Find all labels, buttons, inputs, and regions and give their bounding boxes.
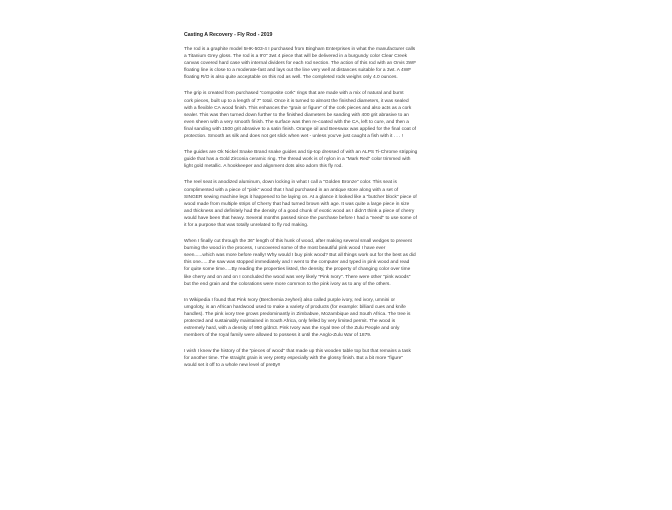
paragraph-line: even sheen with a very smooth finish. The surface was then re-coated with the CA, left to cure, and then a — [184, 119, 409, 125]
paragraph-line: protection. Smooth as silk and does not get slick when wet - unless you've just caught a fish with it . . . ! — [184, 134, 404, 140]
paragraph-line: burning the wood in the process, I uncovered some of the most beautiful pink wood I have ever — [184, 246, 386, 252]
paragraph-line: sealer. This was then turned down further to the finished diameters be sanding with 400 grit abrasive to an — [184, 112, 409, 118]
paragraph-line: this one......the saw was stopped immediately and I went to the computer and typed in pink wood and read — [184, 260, 410, 266]
paragraph-line: members of the royal family were allowed to possess it until the Anglo-Zulu War of 1879. — [184, 333, 372, 339]
paragraph-line: final sanding with 1500 grit abrasive to a satin finish. Orange oil and Beeswax was applied for the final coat of — [184, 126, 416, 132]
paragraph-line: would have been that heavy. Several months passed since the purchase before I had a "need" to use some of — [184, 215, 417, 221]
paragraph — [184, 297, 512, 340]
paragraph-line: In Wikipedia I found that Pink Ivory (Berchemia zeyheri) also called purple ivory, red ivory, umnini or — [184, 297, 395, 303]
paragraph-line: but the end grain and the colorations were more common to the pink ivory as to any of the others. — [184, 281, 391, 287]
paragraph — [184, 179, 512, 229]
paragraph-line: SINGER sewing machine legs it happened to be laying on. At a glance it looked like a "butcher block" piece of — [184, 194, 417, 200]
paragraph-line: protected and sustainably maintained in South Africa, only felled by very limited permit. The wood is — [184, 319, 396, 324]
paragraph-line: floating line is close to a moderate-fast and lays out the line very well at distances suitable for a 3wt. A 4WF — [184, 68, 412, 74]
document-title: Casting A Recovery - Fly Rod - 2019 — [184, 32, 273, 38]
paragraph-line: floating R/O is also quite acceptable on this rod as well. The completed rods weighs only 4.0 ounces. — [184, 75, 398, 81]
paragraph-line: a Titanium Grey gloss. The rod is a 9'0" 3wt 4 piece that will be delivered in a burgundy color Clear Creek — [184, 54, 408, 60]
paragraph-line: handles). The pink ivory tree grows predominantly in Zimbabwe, Mozambique and South Africa. The tree is — [184, 311, 411, 317]
paragraph-line: like cherry and on and on I concluded the wood was very likely "Pink Ivory". There were other "pink woods" — [184, 274, 411, 280]
paragraph-line: complimented with a piece of "pink" wood that I had purchased in an antique store along with a set of — [184, 187, 399, 193]
paragraph — [184, 46, 512, 81]
paragraph-line: extremely hard, with a density of 990 g/dm3. Pink Ivory was the royal tree of the Zulu People and only — [184, 326, 400, 332]
paragraph-line: When I finally cut through the 36" length of this hunk of wood, after making several small wedges to prevent — [184, 239, 412, 245]
document-page — [184, 32, 512, 472]
paragraph-line: The grip is created from purchased "composite cork" rings that are made with a mix of natural and burnt — [184, 91, 404, 97]
paragraph-line: it for a purpose that was totally unrelated to fly rod making. — [184, 222, 309, 228]
paragraph-line: The rod is a graphite model 5HK-503-4 I purchased from Bingham Enterprises in what the manufacturer calls — [184, 47, 416, 52]
paragraph-line: cork pieces, built up to a length of 7" total. Once it is turned to almost the finished diameters, it was sealed — [184, 98, 409, 104]
paragraph — [184, 348, 512, 369]
paragraph-line: wood made from multiple strips of Cherry that had turned brown with age. It was quite a large piece in size — [184, 201, 410, 207]
paragraph-line: The reel seat is anodized aluminum, down locking in what I call a "Golden Bronze" color. This seat is — [184, 180, 397, 186]
paragraph-line: for another time. The straight grain is very pretty especially with the glossy finish. But a bit more "figure" — [184, 356, 404, 362]
paragraph-line: The guides are Ok Nickel Snake Brand snake guides and tip-top dressed of with an ALPS Ti-Chrome stripping — [184, 150, 418, 156]
paragraph — [184, 149, 512, 170]
paragraph-line: umgoloty, is an African hardwood used to make a variety of products (for example: billiard cues and knife — [184, 304, 406, 310]
paragraph-line: light gold metallic. A hookkeeper and alignment dots also adorn this fly rod. — [184, 164, 343, 170]
paragraph-line: seen......which was more before really! Why would I buy pink wood? But all things work out for the best as did — [184, 253, 416, 259]
paragraph-line: for quite some time.....By reading the properties listed, the density, the property of changing color over time — [184, 267, 411, 273]
paragraph — [184, 238, 512, 288]
paragraph-line: and thickness and definitely had the density of a good chunk of exotic wood as I didn't think a piece of cherry — [184, 208, 415, 214]
paragraph-line: I wish I knew the history of the "pieces of wood" that made up this wooden table top but that remains a task — [184, 349, 411, 355]
paragraph-line: canvas covered hard case with internal dividers for each rod section. The action of this rod with an Orvis 3WF — [184, 61, 417, 67]
paragraph-line: with a flexible CA wood finish. This enhances the "grain or figure" of the cork pieces and also acts as a cork — [184, 105, 412, 111]
paragraph — [184, 90, 512, 140]
paragraph-line: guide that has a Gold Zirconia ceramic ring. The thread work is of nylon in a "Mark Red" color trimmed with — [184, 157, 411, 163]
document-body — [184, 46, 512, 370]
paragraph-line: would set it off to a whole new level of pretty!! — [184, 363, 281, 369]
